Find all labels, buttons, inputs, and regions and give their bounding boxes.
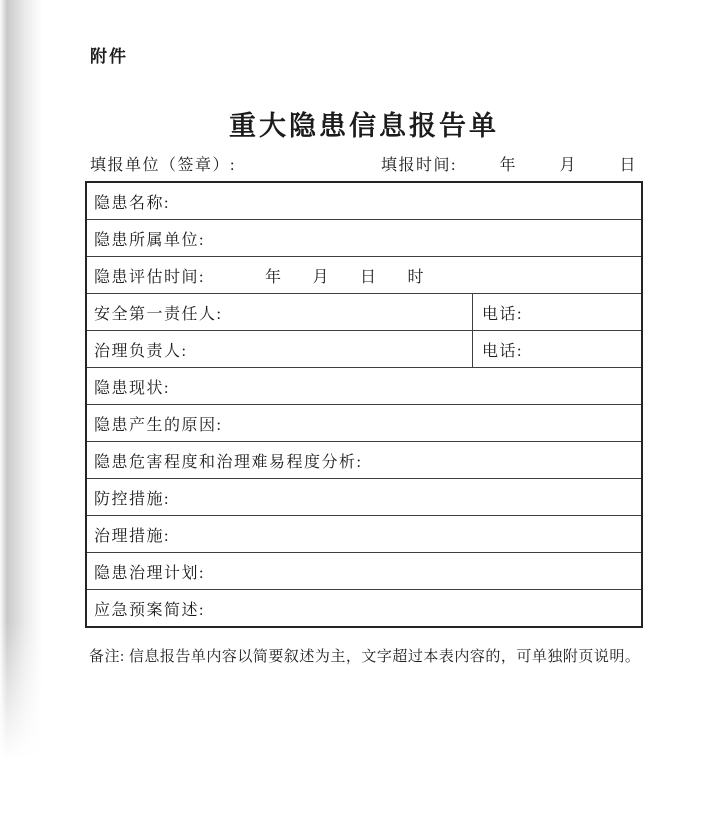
hazard-name-label: 隐患名称: <box>94 194 170 212</box>
scan-shadow-fade <box>0 620 46 790</box>
unit-hour-label: 时 <box>407 268 426 286</box>
treatment-responsible-cell <box>87 331 473 367</box>
page-title: 重大隐患信息报告单 <box>229 111 499 141</box>
row-hazard-owner-unit <box>87 219 641 256</box>
safety-first-responsible-cell <box>87 294 473 330</box>
reporting-unit-label: 填报单位（签章）: <box>90 157 236 174</box>
hazard-assessment-time-label: 隐患评估时间: <box>94 268 205 286</box>
reporting-time-group <box>381 152 637 175</box>
safety-phone-cell <box>473 294 641 330</box>
reporting-time-label: 填报时间: <box>381 157 457 174</box>
hazard-severity-analysis-label: 隐患危害程度和治理难易程度分析: <box>94 453 363 471</box>
safety-first-responsible-label: 安全第一责任人: <box>94 305 223 323</box>
remark-note: 备注: 信息报告单内容以简要叙述为主，文字超过本表内容的，可单独附页说明。 <box>89 649 641 665</box>
row-hazard-status <box>87 367 641 404</box>
unit-year-label: 年 <box>264 268 283 286</box>
row-treatment-responsible <box>87 330 641 367</box>
unit-year-label: 年 <box>499 157 517 174</box>
row-safety-first-responsible <box>87 293 641 330</box>
treatment-responsible-label: 治理负责人: <box>94 342 188 360</box>
row-prevention-measures <box>87 478 641 515</box>
form-header-line <box>85 152 643 178</box>
report-form-table <box>85 181 643 628</box>
row-hazard-name <box>87 183 641 219</box>
prevention-measures-label: 防控措施: <box>94 490 170 508</box>
treatment-phone-cell <box>473 331 641 367</box>
row-emergency-plan-summary <box>87 589 641 626</box>
phone-label: 电话: <box>482 342 523 360</box>
emergency-plan-summary-label: 应急预案简述: <box>94 601 205 619</box>
hazard-cause-label: 隐患产生的原因: <box>94 416 223 434</box>
treatment-measures-label: 治理措施: <box>94 527 170 545</box>
treatment-plan-label: 隐患治理计划: <box>94 564 205 582</box>
unit-day-label: 日 <box>619 157 637 174</box>
row-treatment-measures <box>87 515 641 552</box>
row-hazard-assessment-time <box>87 256 641 293</box>
unit-month-label: 月 <box>312 268 330 286</box>
row-treatment-plan <box>87 552 641 589</box>
attachment-label: 附件 <box>90 47 128 66</box>
row-hazard-cause <box>87 404 641 441</box>
row-hazard-severity-analysis <box>87 441 641 478</box>
unit-month-label: 月 <box>559 157 577 174</box>
hazard-owner-unit-label: 隐患所属单位: <box>94 231 205 249</box>
phone-label: 电话: <box>482 305 523 323</box>
hazard-status-label: 隐患现状: <box>94 379 170 397</box>
unit-day-label: 日 <box>359 268 378 286</box>
